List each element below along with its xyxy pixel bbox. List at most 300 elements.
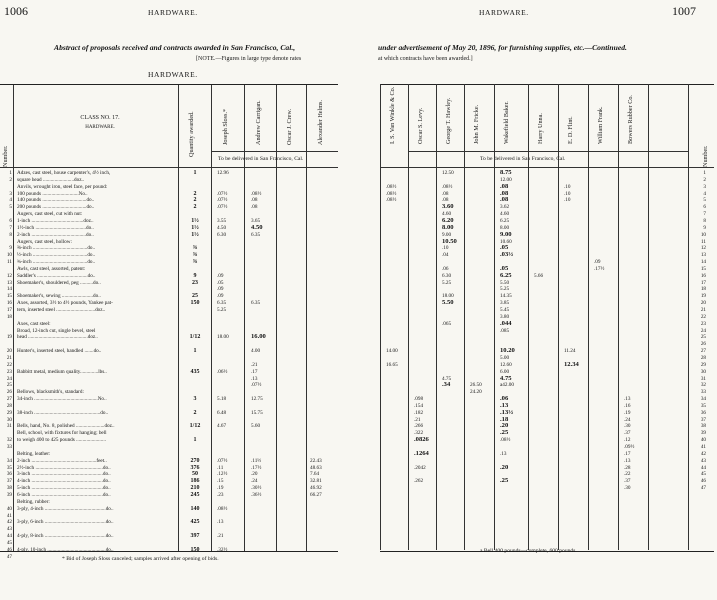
bid-sloss: .06½ — [217, 368, 228, 375]
quantity-header: Quantity awarded. — [188, 111, 195, 157]
item-description: Anvils, wrought iron, steel face, per pound: — [17, 183, 108, 190]
bidder-header-crew: Oscar J. Crew. — [286, 108, 293, 145]
row-number: 7 — [9, 224, 12, 231]
bid-carrigan: 15.75 — [251, 409, 263, 416]
bid-sloss: .23 — [217, 491, 224, 498]
bid-cell: .08 — [500, 189, 509, 197]
row-number: 32 — [6, 437, 12, 444]
bid-cell: .08½ — [442, 183, 453, 190]
bid-cell: 12.60 — [500, 361, 512, 368]
column-rule — [494, 84, 495, 550]
bid-cell: .25 — [500, 429, 509, 437]
quantity-awarded: ⅜ — [192, 259, 198, 266]
bid-sloss: .15 — [217, 478, 224, 485]
bid-cell: 5.45 — [500, 307, 510, 313]
bid-cell: 4.60 — [500, 211, 510, 218]
bid-carrigan: 4.50 — [251, 223, 263, 231]
row-number: 47 — [700, 485, 706, 492]
column-rule — [528, 84, 529, 550]
bid-cell: .17 — [624, 450, 631, 457]
bid-carrigan: .11½ — [251, 457, 262, 464]
bid-cell: .25 — [500, 477, 509, 485]
row-number: 47 — [6, 553, 12, 560]
bid-sloss: .08½ — [217, 505, 228, 512]
bid-cell: 5.50 — [442, 299, 454, 307]
quantity-awarded: 2 — [193, 204, 197, 211]
row-number: 43 — [700, 457, 706, 464]
item-description: 1½-inch .......................................do.. — [17, 224, 94, 231]
item-description: 4-inch .......................................................do.. — [17, 478, 111, 485]
bid-cell: 24.20 — [470, 389, 482, 396]
bid-cell: .08½ — [386, 183, 397, 190]
quantity-awarded: ⅜ — [192, 252, 198, 259]
bid-cell: 3.85 — [500, 300, 510, 307]
row-number: 12 — [6, 272, 12, 279]
row-number: 1 — [703, 170, 706, 176]
row-number: 32 — [700, 382, 706, 389]
item-description: 5-inch .......................................................do.. — [17, 485, 111, 492]
row-number: 45 — [6, 539, 12, 546]
bidder-header: George T. Hawley. — [445, 97, 452, 144]
row-number: 15 — [700, 265, 706, 272]
row-number: 30 — [700, 368, 706, 375]
row-number: 38 — [6, 485, 12, 492]
row-number: 24 — [6, 375, 12, 382]
row-number: 16 — [6, 300, 12, 307]
right-title: under advertisement of May 20, 1896, for furnishing supplies, etc.—Continued. — [378, 43, 627, 52]
bid-cell: .10 — [564, 183, 571, 190]
bid-cell: 12.50 — [442, 170, 454, 176]
row-number: 12 — [700, 245, 706, 252]
bid-sloss: 6.48 — [217, 409, 227, 416]
bid-cell: 10.50 — [442, 237, 457, 245]
row-number: 41 — [6, 512, 12, 519]
bid-cell: .0826 — [414, 436, 429, 444]
column-rule — [688, 84, 689, 550]
bid-cell: 5.50 — [500, 279, 510, 286]
row-number: 24 — [700, 327, 706, 334]
bid-cell: 5.25 — [500, 286, 510, 293]
quantity-awarded: 23 — [192, 279, 198, 286]
quantity-awarded: 376 — [190, 464, 200, 471]
quantity-awarded: 2 — [193, 197, 197, 204]
bid-cell: 18.00 — [442, 293, 454, 300]
bid-helms: 66.27 — [310, 491, 322, 498]
quantity-awarded: 397 — [190, 533, 200, 540]
item-description: Saddler's .......................................do.. — [17, 272, 96, 279]
bid-carrigan: 3.65 — [251, 217, 261, 224]
item-description: 3-ply, 4-inch ...............................................do.. — [17, 505, 114, 512]
bid-carrigan: .21 — [251, 361, 258, 368]
item-description: 200 pounds ..................................do.. — [17, 204, 95, 211]
row-number: 38 — [700, 423, 706, 430]
row-number: 10 — [6, 252, 12, 259]
row-number: 34 — [700, 396, 706, 403]
bid-cell: .28 — [624, 464, 631, 471]
row-number: 22 — [6, 361, 12, 368]
quantity-awarded: 1 — [193, 437, 197, 444]
item-description: Belting, leather: — [17, 450, 51, 457]
bid-cell: 14.35 — [500, 293, 512, 300]
row-number: 2 — [703, 176, 706, 183]
right-table — [380, 84, 714, 552]
bid-cell: .37 — [624, 430, 631, 437]
item-description: 4-ply, 10-inch .............................................do.. — [17, 546, 114, 553]
bid-carrigan: 12.75 — [251, 396, 263, 403]
bid-cell: 3.62 — [500, 204, 510, 211]
row-number: 41 — [700, 444, 706, 450]
row-number: 25 — [6, 382, 12, 389]
bid-sloss: .05 — [217, 279, 224, 286]
bid-helms: 48.63 — [310, 464, 322, 471]
bid-cell: .2042 — [414, 464, 426, 471]
bid-cell: .10 — [442, 245, 449, 252]
row-number: 23 — [700, 320, 706, 327]
quantity-awarded: 1/12 — [189, 334, 201, 341]
item-description: Hunter's, inserted steel, handled .......do.. — [17, 348, 102, 355]
quantity-awarded: 9 — [193, 272, 197, 279]
bid-cell: .154 — [414, 402, 424, 409]
row-number: 8 — [703, 217, 706, 224]
bid-carrigan: .08 — [251, 197, 258, 204]
row-number: 46 — [6, 546, 12, 553]
bid-cell: .065 — [442, 320, 452, 327]
row-number: 33 — [6, 444, 12, 450]
column-rule — [436, 84, 437, 550]
bid-cell: 4.60 — [442, 211, 452, 218]
bid-carrigan: .20 — [251, 471, 258, 478]
bid-cell: .22 — [624, 471, 631, 478]
row-number: 14 — [700, 259, 706, 266]
quantity-awarded: 25 — [192, 293, 198, 300]
bid-sloss: .07½ — [217, 457, 228, 464]
bid-cell: 10.60 — [500, 238, 512, 245]
row-number: 16 — [700, 272, 706, 279]
row-number: 36 — [700, 409, 706, 416]
item-description: Bell, school, with fixtures for hanging; bell — [17, 430, 107, 437]
quantity-awarded: 435 — [190, 368, 200, 375]
item-description: Bells, hand, No. 8, polished ......................doz.. — [17, 423, 115, 430]
item-description: Axes, cast steel: — [17, 320, 51, 327]
item-description: Axes, assorted, 3½ to 4½ pounds, Yankee pat- — [17, 300, 113, 307]
item-description: 4-ply, 8-inch ...............................................do.. — [17, 533, 114, 540]
quantity-awarded: 2 — [193, 409, 197, 416]
row-number: 20 — [700, 300, 706, 307]
row-number: 46 — [700, 478, 706, 485]
bid-cell: .13 — [624, 457, 631, 464]
bidder-header: Oscar S. Levy. — [417, 107, 424, 144]
row-number: 39 — [6, 491, 12, 498]
bid-cell: .17½ — [594, 265, 605, 272]
quantity-awarded: 1½ — [191, 217, 199, 224]
bid-cell: 8.00 — [500, 224, 510, 231]
quantity-awarded: 150 — [190, 300, 200, 307]
bid-helms: 46.92 — [310, 485, 322, 492]
bid-carrigan: .17 — [251, 368, 258, 375]
bid-cell: .1264 — [414, 449, 429, 457]
row-number: 21 — [6, 354, 12, 361]
row-number: 39 — [700, 430, 706, 437]
quantity-awarded: 210 — [190, 485, 200, 492]
row-number: 19 — [6, 334, 12, 341]
quantity-awarded: 1½ — [191, 224, 199, 231]
bid-cell: .30 — [624, 423, 631, 430]
row-number: 45 — [700, 471, 706, 478]
right-number-header: Number. — [702, 145, 709, 167]
bid-cell: 26.50 — [470, 382, 482, 389]
bid-cell: 6.20 — [442, 216, 454, 224]
bid-cell: .085 — [500, 327, 510, 334]
bid-cell: 3.80 — [500, 313, 510, 320]
item-description: Belting, rubber: — [17, 498, 50, 505]
item-description: ½-inch ..........................................do.. — [17, 252, 96, 259]
bidder-header: E. D. Flint. — [567, 116, 574, 144]
bid-carrigan: 4.00 — [251, 348, 261, 355]
bid-cell: .262 — [414, 478, 424, 485]
left-number-header: Number. — [2, 145, 9, 167]
row-number: 37 — [700, 416, 706, 423]
row-number: 20 — [6, 348, 12, 355]
bid-cell: 6.25 — [500, 217, 510, 224]
bidder-header: Bowers Rubber Co. — [627, 95, 634, 144]
column-rule — [618, 84, 619, 550]
bid-cell: 11.24 — [564, 348, 576, 355]
bid-sloss: 4.67 — [217, 423, 227, 430]
bid-carrigan: 16.00 — [251, 333, 266, 341]
row-number: 28 — [6, 402, 12, 409]
bid-carrigan: .17½ — [251, 464, 262, 471]
row-number: 26 — [700, 341, 706, 348]
column-rule — [558, 84, 559, 550]
row-number: 19 — [700, 293, 706, 300]
row-number: 44 — [6, 533, 12, 540]
left-page-number: 1006 — [4, 4, 28, 18]
item-description: head ..............................................doz.. — [17, 334, 98, 341]
bid-cell: 3.60 — [442, 203, 454, 211]
row-number: 35 — [700, 402, 706, 409]
item-description: 2-inch ..........................................do.. — [17, 231, 94, 238]
bid-cell: .30 — [624, 485, 631, 492]
row-number: 27 — [6, 396, 12, 403]
item-description: 140 pounds ..................................do.. — [17, 197, 95, 204]
row-number: 30 — [6, 416, 12, 423]
item-description: Augers, cast steel, hollow: — [17, 238, 72, 245]
bid-cell: 8.00 — [442, 223, 454, 231]
bid-cell: .06 — [442, 265, 449, 272]
row-number: 9 — [9, 245, 12, 252]
bid-cell: 5.25 — [442, 279, 452, 286]
item-description: Broad, 12-inch cut, single bevel, steel — [17, 327, 96, 334]
bid-cell: .08½ — [500, 437, 511, 444]
bid-cell: .16 — [624, 402, 631, 409]
quantity-awarded: 50 — [192, 471, 198, 478]
row-number: 27 — [700, 348, 706, 355]
bid-sloss: .07½ — [217, 204, 228, 211]
bid-cell: .18 — [500, 415, 509, 423]
bid-sloss: .12½ — [217, 471, 228, 478]
bid-sloss: 6.30 — [217, 231, 227, 238]
row-number: 29 — [6, 409, 12, 416]
bid-sloss: .09 — [217, 286, 224, 293]
bid-sloss: .11 — [217, 464, 224, 471]
row-number: 33 — [700, 389, 706, 396]
quantity-awarded: 425 — [190, 519, 200, 526]
bid-cell: 9.00 — [500, 230, 512, 238]
bid-cell: .13½ — [500, 408, 514, 416]
bid-cell: 5.66 — [534, 272, 544, 279]
row-number: 8 — [9, 231, 12, 238]
bid-cell: 6.30 — [442, 272, 452, 279]
bid-cell: .21 — [414, 416, 421, 423]
column-rule — [588, 84, 589, 550]
bid-cell: .13 — [624, 396, 631, 403]
bid-sloss: 6.35 — [217, 300, 227, 307]
row-number: 28 — [700, 354, 706, 361]
row-number: 6 — [703, 204, 706, 211]
row-number: 42 — [700, 450, 706, 457]
row-number: 18 — [700, 286, 706, 293]
bid-cell: .20 — [500, 422, 509, 430]
row-number: 31 — [700, 375, 706, 382]
bid-cell: .182 — [414, 409, 424, 416]
item-description: 1-inch ........................................doz.. — [17, 217, 94, 224]
row-number: 7 — [703, 211, 706, 218]
bid-cell: 12.00 — [500, 176, 512, 183]
bid-cell: .09½ — [624, 444, 635, 450]
bid-cell: .24 — [624, 416, 631, 423]
row-number: 43 — [6, 526, 12, 533]
quantity-awarded: ⅜ — [192, 245, 198, 252]
right-note: at which contracts have been awarded.] — [378, 56, 473, 62]
row-number: 23 — [6, 368, 12, 375]
class-sub: HARDWARE. — [85, 125, 115, 130]
bidder-header-carrigan: Andrew Carrigan. — [255, 100, 262, 145]
right-footnote: a Bell 400 pounds—complete, 600 pounds. — [480, 548, 577, 554]
row-number: 2 — [9, 176, 12, 183]
row-number: 11 — [7, 259, 12, 266]
bid-cell: 9.00 — [442, 231, 452, 238]
bid-cell: .098 — [414, 396, 424, 403]
left-title: Abstract of proposals received and contracts awarded in San Francisco, Cal., — [54, 43, 296, 52]
row-number: 5 — [9, 204, 12, 211]
bid-sloss: 18.00 — [217, 334, 229, 341]
bid-cell: .10 — [564, 190, 571, 197]
row-number: 42 — [6, 519, 12, 526]
bid-cell: .20 — [500, 463, 509, 471]
row-number: 13 — [6, 279, 12, 286]
item-description: 2-inch ..................................................feet.. — [17, 457, 107, 464]
bid-sloss: 5.18 — [217, 396, 227, 403]
item-description: ⅜-inch ..........................................do.. — [17, 245, 96, 252]
bid-carrigan: .24 — [251, 478, 258, 485]
item-description: Shoemaker's, shouldered, peg ..........do.. — [17, 279, 101, 286]
column-rule — [408, 84, 409, 550]
bid-sloss: .07½ — [217, 190, 228, 197]
bid-sloss: 12.96 — [217, 170, 229, 176]
item-description: Bellows, blacksmith's, standard: — [17, 389, 84, 396]
row-number: 3 — [9, 190, 12, 197]
row-number: 36 — [6, 471, 12, 478]
bid-cell: .322 — [414, 430, 424, 437]
row-number: 29 — [700, 361, 706, 368]
row-number: 3 — [703, 183, 706, 190]
item-description: Shoemaker's, sewing ........................do.. — [17, 293, 101, 300]
item-description: Adzes, cast steel, house carpenter's, 4½ inch, — [17, 170, 111, 176]
item-description: to weigh 400 to 425 pounds ....................... — [17, 437, 106, 444]
bid-cell: .12 — [624, 437, 631, 444]
bid-sloss: .09 — [217, 272, 224, 279]
bid-cell: .06 — [500, 395, 509, 403]
bid-sloss: .07½ — [217, 197, 228, 204]
bid-sloss: .32½ — [217, 546, 228, 553]
bid-sloss: .09 — [217, 293, 224, 300]
quantity-awarded: 1/12 — [189, 423, 201, 430]
item-description: 38-inch ...................................................do.. — [17, 409, 109, 416]
item-description: 3-ply, 6-inch ...............................................do.. — [17, 519, 114, 526]
bid-carrigan: .36½ — [251, 491, 262, 498]
column-rule — [464, 84, 465, 550]
bid-carrigan: .07½ — [251, 382, 262, 389]
bid-cell: 4.75 — [500, 374, 512, 382]
item-description: Babbitt metal, medium quality..............lbs.. — [17, 368, 107, 375]
bid-cell: .08½ — [386, 190, 397, 197]
bid-cell: .266 — [414, 423, 424, 430]
bid-cell: 16.65 — [386, 361, 398, 368]
row-number: 31 — [6, 423, 12, 430]
left-footnote: * Bid of Joseph Sloss canceled; samples arrived after opening of bids. — [62, 556, 219, 562]
left-delivery-header: To be delivered in San Francisco, Cal. — [218, 156, 304, 162]
row-number: 21 — [700, 307, 706, 313]
bid-cell: .05 — [500, 264, 509, 272]
class-label: CLASS NO. 17. — [80, 115, 120, 121]
quantity-awarded: 245 — [190, 491, 200, 498]
row-number: 4 — [9, 197, 12, 204]
bid-cell: .08½ — [386, 197, 397, 204]
bidder-header: John M. Fricke. — [473, 104, 480, 144]
row-number: 34 — [6, 457, 12, 464]
bid-cell: 14.00 — [386, 348, 398, 355]
bid-cell: .08 — [442, 190, 449, 197]
bid-cell: .09 — [594, 259, 601, 266]
item-description: Awls, cast steel, assorted, patent: — [17, 265, 86, 272]
row-number: 6 — [9, 217, 12, 224]
bid-carrigan: .08½ — [251, 190, 262, 197]
bid-sloss: .13 — [217, 519, 224, 526]
right-running-head: HARDWARE. — [479, 8, 529, 17]
row-number: 15 — [6, 293, 12, 300]
bid-cell: .10 — [564, 197, 571, 204]
quantity-awarded: 140 — [190, 505, 200, 512]
bid-carrigan: 5.60 — [251, 423, 261, 430]
row-number: 40 — [6, 505, 12, 512]
left-running-head: HARDWARE. — [148, 8, 198, 17]
row-number: 13 — [700, 252, 706, 259]
row-number: 1 — [9, 170, 12, 176]
row-number: 14 — [6, 286, 12, 293]
bid-cell: 6.25 — [500, 271, 512, 279]
bid-cell: 6.00 — [500, 368, 510, 375]
bid-carrigan: .13 — [251, 375, 258, 382]
left-note: [NOTE.—Figures in large type denote rates — [196, 56, 302, 62]
row-number: 17 — [6, 307, 12, 313]
bid-cell: .19 — [624, 409, 631, 416]
quantity-awarded: 1 — [193, 348, 197, 355]
item-description: Augers, cast steel, cut with nut: — [17, 211, 83, 218]
bid-cell: .13 — [500, 401, 509, 409]
bid-cell: .13 — [500, 450, 507, 457]
quantity-awarded: 1 — [193, 170, 197, 176]
quantity-awarded: 150 — [190, 546, 200, 553]
